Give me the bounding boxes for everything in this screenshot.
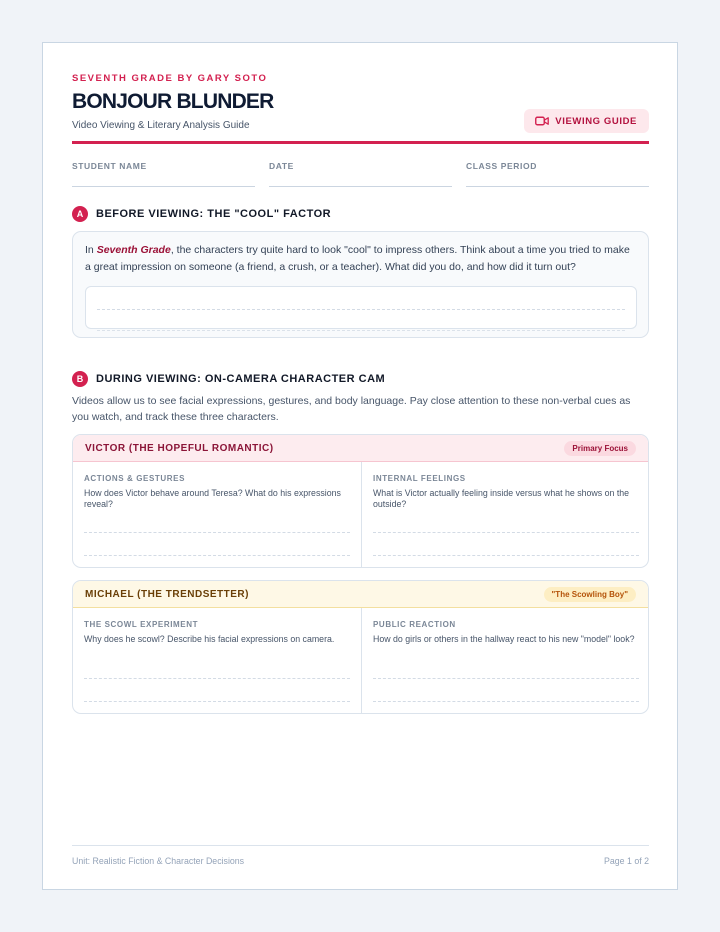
student-name-line[interactable] xyxy=(72,186,255,187)
page-title: BONJOUR BLUNDER xyxy=(72,90,274,113)
footer-page-number: Page 1 of 2 xyxy=(604,856,649,866)
before-viewing-box xyxy=(72,231,649,338)
video-camera-icon xyxy=(535,116,549,126)
footer-unit: Unit: Realistic Fiction & Character Decisions xyxy=(72,856,245,866)
student-name-label: STUDENT NAME xyxy=(72,161,147,171)
before-viewing-answer-area[interactable] xyxy=(85,286,637,329)
answer-line xyxy=(373,555,639,556)
section-a-marker: A xyxy=(72,206,88,222)
date-field[interactable] xyxy=(269,161,452,187)
column-label: INTERNAL FEELINGS xyxy=(373,474,466,483)
section-b-marker: B xyxy=(72,371,88,387)
answer-line xyxy=(84,701,350,702)
column-label: ACTIONS & GESTURES xyxy=(84,474,186,483)
answer-line xyxy=(84,555,350,556)
answer-line xyxy=(84,678,350,679)
badge-label: VIEWING GUIDE xyxy=(555,115,637,127)
character-tag: Primary Focus xyxy=(564,441,636,456)
column-question: How do girls or others in the hallway react to his new "model" look? xyxy=(373,634,635,644)
character-card-michael xyxy=(72,580,649,714)
book-title: Seventh Grade xyxy=(96,244,171,256)
date-line[interactable] xyxy=(269,186,452,187)
section-b-title: DURING VIEWING: ON-CAMERA CHARACTER CAM xyxy=(96,373,386,385)
answer-line xyxy=(373,678,639,679)
answer-line xyxy=(97,330,625,331)
answer-line xyxy=(373,532,639,533)
column-label: THE SCOWL EXPERIMENT xyxy=(84,620,199,629)
class-period-label: CLASS PERIOD xyxy=(466,161,537,171)
answer-line xyxy=(97,309,625,310)
student-name-field[interactable] xyxy=(72,161,255,187)
date-label: DATE xyxy=(269,161,294,171)
kicker: SEVENTH GRADE BY GARY SOTO xyxy=(72,73,268,84)
actions-gestures-column[interactable] xyxy=(73,462,361,568)
character-name: MICHAEL (THE TRENDSETTER) xyxy=(85,588,249,600)
column-question: How does Victor behave around Teresa? What do his expressions reveal? xyxy=(84,488,341,509)
section-b-heading xyxy=(72,371,385,387)
before-viewing-prompt: In Seventh Grade, the characters try quite hard to look "cool" to impress others. Think about a time you tried to make a great impression on someone (a friend, a crush, or a teacher). What did you do, and how did it turn out? xyxy=(85,244,630,273)
public-reaction-column[interactable] xyxy=(361,608,649,714)
section-a-title: BEFORE VIEWING: THE "COOL" FACTOR xyxy=(96,208,332,220)
scowl-experiment-column[interactable] xyxy=(73,608,361,714)
column-question: Why does he scowl? Describe his facial expressions on camera. xyxy=(84,634,335,644)
column-question: What is Victor actually feeling inside versus what he shows on the outside? xyxy=(373,488,630,509)
character-tag: "The Scowling Boy" xyxy=(544,587,636,602)
class-period-field[interactable] xyxy=(466,161,649,187)
answer-line xyxy=(373,701,639,702)
internal-feelings-column[interactable] xyxy=(361,462,649,568)
character-name: VICTOR (THE HOPEFUL ROMANTIC) xyxy=(85,442,274,454)
character-card-header xyxy=(73,435,648,462)
viewing-guide-badge xyxy=(524,109,649,133)
character-card-header xyxy=(73,581,648,608)
page-subtitle: Video Viewing & Literary Analysis Guide xyxy=(72,120,250,131)
character-card-victor xyxy=(72,434,649,568)
section-a-heading xyxy=(72,206,331,222)
section-b-intro: Videos allow us to see facial expressions, gestures, and body language. Pay close attention to these non-verbal cues as you watch, and track these three characters. xyxy=(72,395,631,423)
column-label: PUBLIC REACTION xyxy=(373,620,456,629)
answer-line xyxy=(84,532,350,533)
footer-rule xyxy=(72,845,649,846)
class-period-line[interactable] xyxy=(466,186,649,187)
header-rule xyxy=(72,141,649,144)
worksheet-page xyxy=(42,42,678,890)
page-content xyxy=(72,43,649,889)
